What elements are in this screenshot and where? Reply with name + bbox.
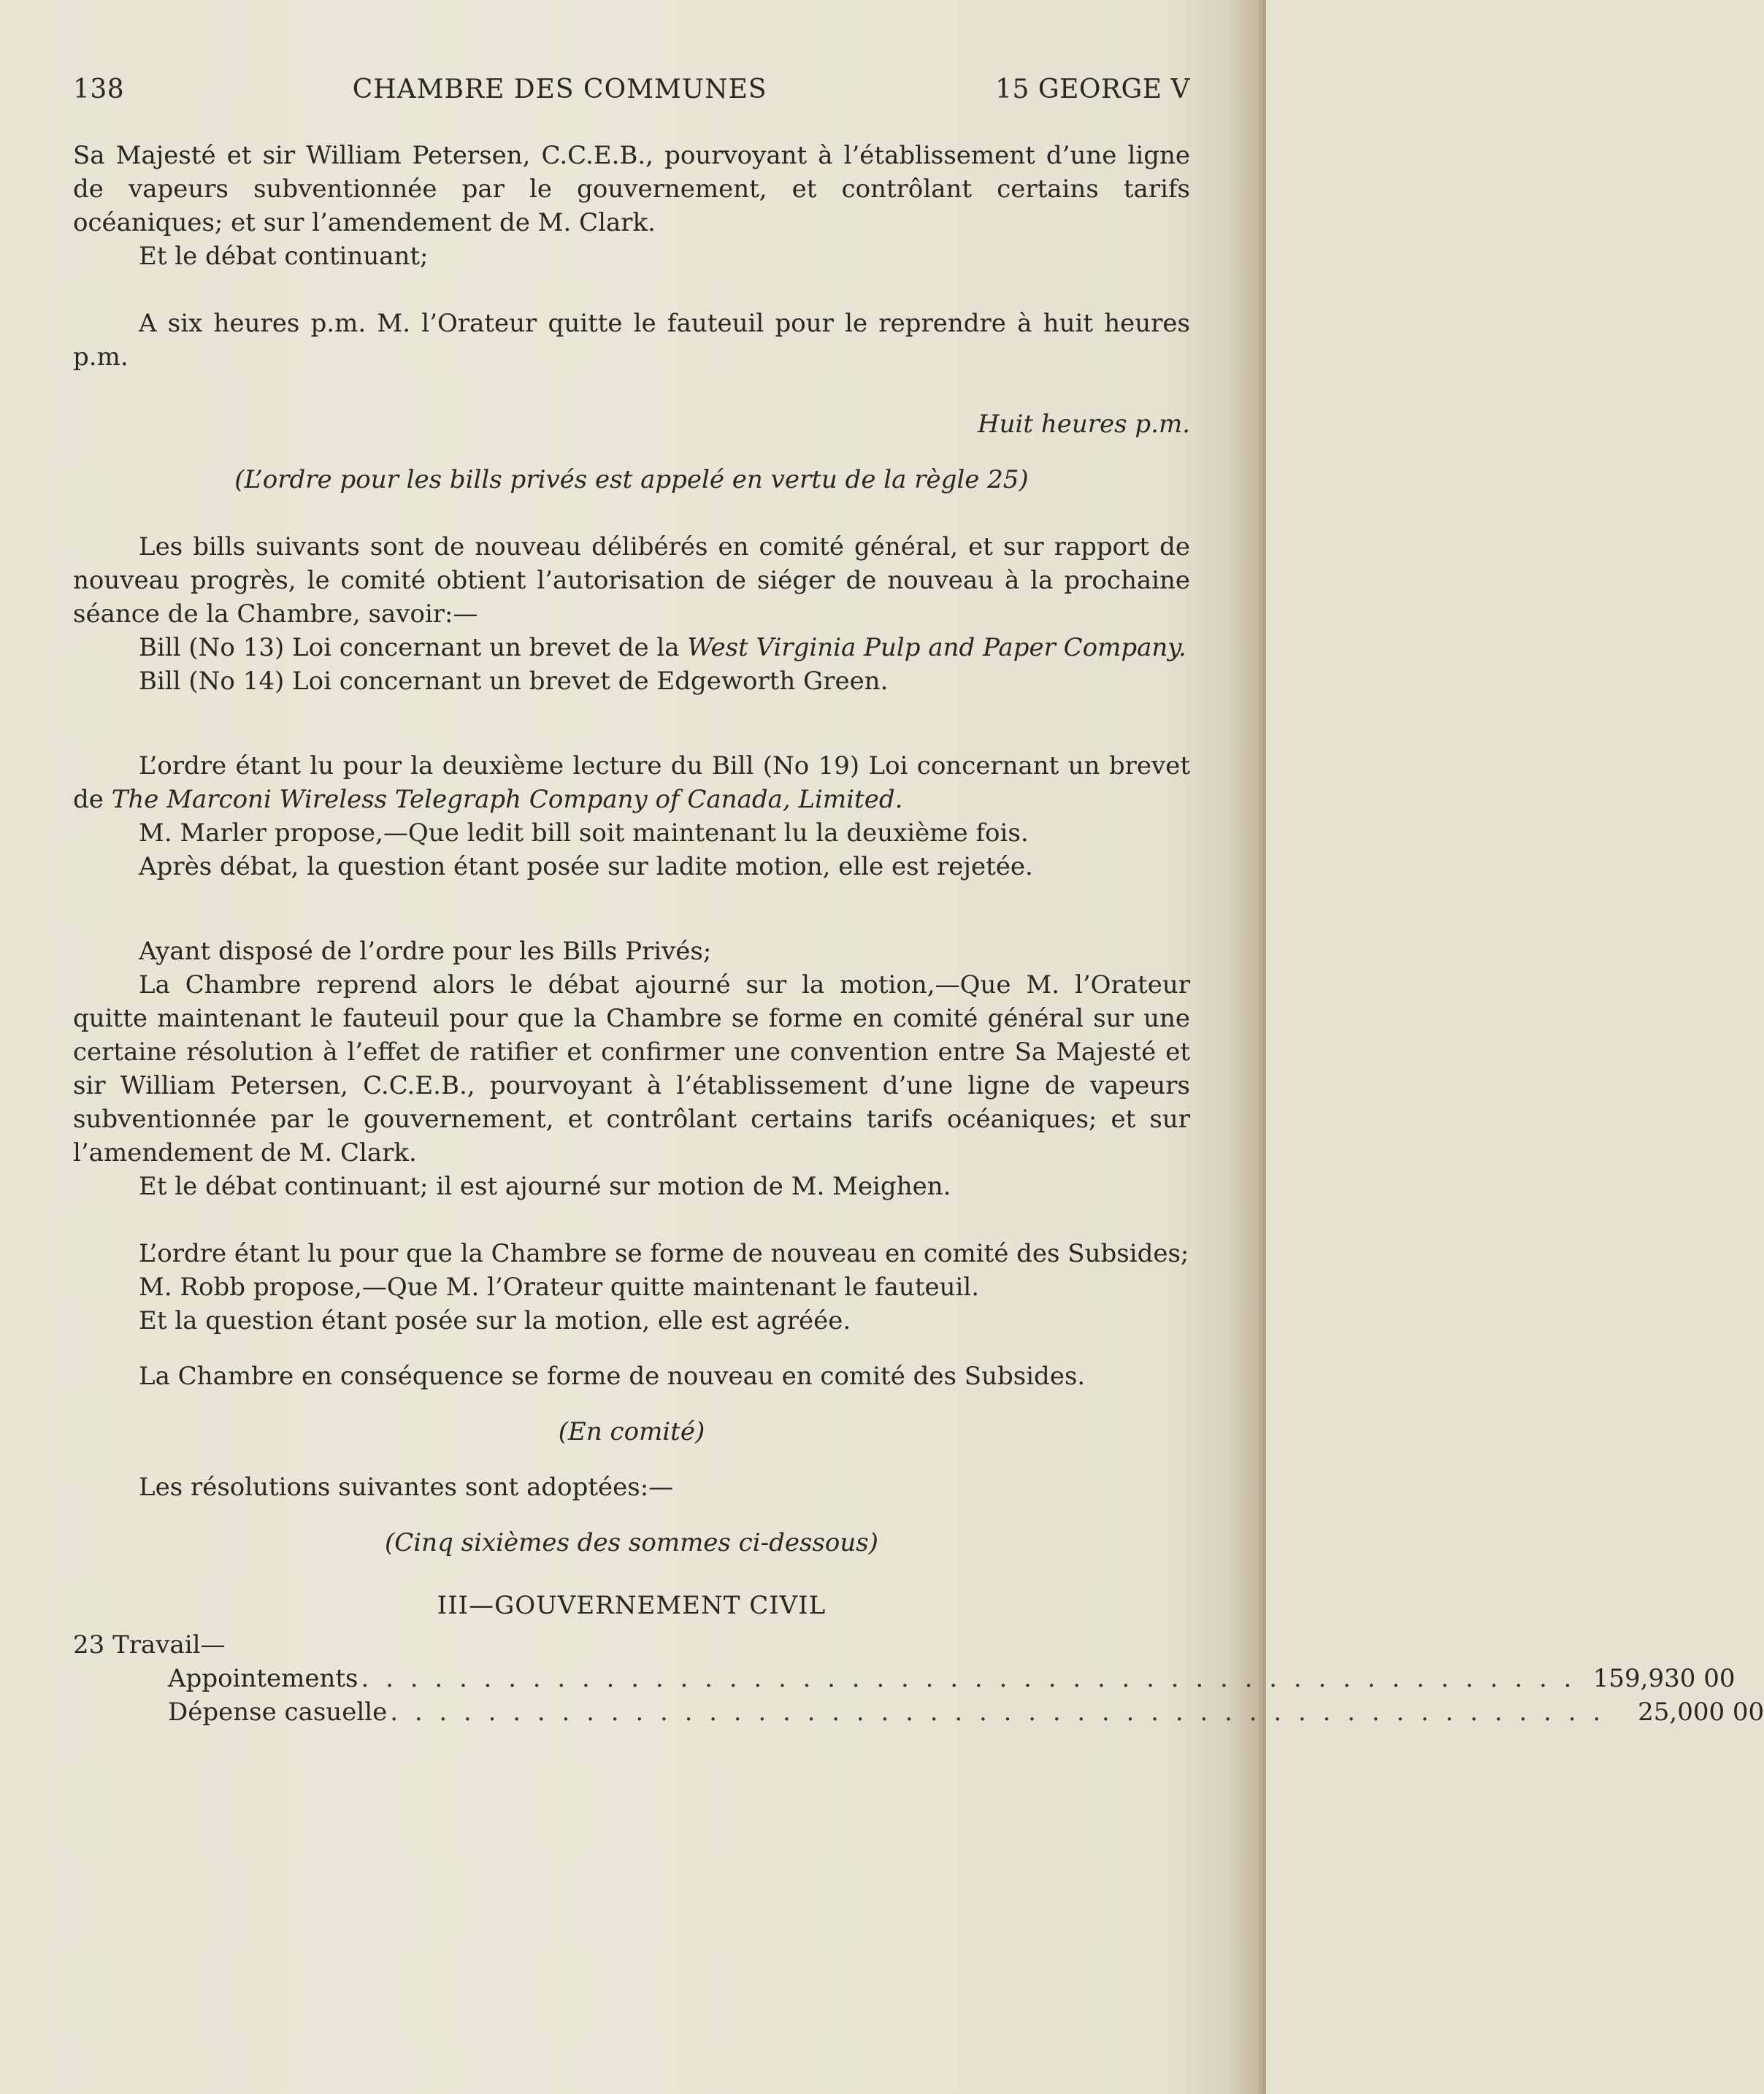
page-content <box>73 73 1764 1729</box>
section-title: III—GOUVERNEMENT CIVIL <box>437 1591 827 1620</box>
paragraph-debate-resumed: La Chambre reprend alors le débat ajourné sur la motion,—Que M. l’Orateur quitte maintenant le fauteuil pour que la Chambre se forme en comité général sur une certaine résolution à l’effet de ratifier et confirmer une convention entre Sa Majesté et sir William Petersen, C.C.E.B., pourvoyant à l’établissement d’une ligne de vapeurs subventionnée par le gouvernement, et contrôlant certains tarifs océaniques; et sur l’amendement de M. Clark. <box>73 970 1190 1167</box>
time-heading <box>73 407 1190 441</box>
bill-13-company: West Virginia Pulp and Paper Company. <box>687 633 1186 662</box>
paragraph-supply-order: L’ordre étant lu pour que la Chambre se forme de nouveau en comité des Subsides; <box>139 1239 1189 1268</box>
page-number: 138 <box>73 74 125 104</box>
in-committee-text: (En comité) <box>558 1417 705 1446</box>
paragraph-marler-motion: M. Marler propose,—Que ledit bill soit maintenant lu la deuxième fois. <box>139 818 1029 848</box>
paragraph-2: Et le débat continuant; <box>139 242 429 271</box>
paragraph-1: Sa Majesté et sir William Petersen, C.C.E.B., pourvoyant à l’établissement d’une ligne de vapeurs subventionnée par le gouvernement, et contrôlant certains tarifs océaniques; et sur l’amendement de M. Clark. <box>73 141 1190 237</box>
paragraph-motion-agreed: Et la question étant posée sur la motion, elle est agréée. <box>139 1306 851 1335</box>
in-committee-heading <box>73 1415 1190 1449</box>
header-title: CHAMBRE DES COMMUNES <box>352 74 767 104</box>
bill-13-text: Bill (No 13) Loi concernant un brevet de la <box>139 633 688 662</box>
paragraph-debate-adjourned: Et le débat continuant; il est ajourné sur motion de M. Meighen. <box>139 1172 951 1201</box>
leader-dots: . . . . . . . . . . . . . . . . . . . . . . . . . . . . . . . . . . . . . . . . . . . . . . . . . . <box>390 1698 1606 1727</box>
paragraph-committee-formed: La Chambre en conséquence se forme de nouveau en comité des Subsides. <box>139 1362 1086 1391</box>
page-binding-edge <box>1256 0 1266 2094</box>
bill-19-text: L’ordre étant lu pour la deuxième lecture du Bill (No 19) Loi concernant un brevet de <box>73 751 1190 814</box>
five-sixths-note <box>73 1526 1190 1560</box>
line-item-depense-casuelle <box>73 1695 1764 1729</box>
five-sixths-text: (Cinq sixièmes des sommes ci-dessous) <box>385 1528 878 1557</box>
paragraph-bill-13 <box>73 631 1190 664</box>
paragraph-motion-rejected: Après débat, la question étant posée sur ladite motion, elle est rejetée. <box>139 852 1033 881</box>
running-header <box>73 73 1190 107</box>
paragraph-3: A six heures p.m. M. l’Orateur quitte le fauteuil pour le reprendre à huit heures p.m. <box>73 309 1190 372</box>
paragraph-resolutions-adopted: Les résolutions suivantes sont adoptées:— <box>139 1473 674 1502</box>
time-heading-text: Huit heures p.m. <box>977 410 1190 439</box>
vote-item-head: 23 Travail— <box>73 1630 226 1660</box>
private-bills-note-text: (L’ordre pour les bills privés est appelé en vertu de la règle 25) <box>234 465 1029 494</box>
line-item-label: Dépense casuelle <box>168 1698 388 1727</box>
leader-dots: . . . . . . . . . . . . . . . . . . . . . . . . . . . . . . . . . . . . . . . . . . . . . . . . . . <box>361 1664 1576 1693</box>
paragraph-bill-19 <box>73 749 1190 816</box>
paragraph-bills-intro: Les bills suivants sont de nouveau délibérés en comité général, et sur rapport de nouveau progrès, le comité obtient l’autorisation de siéger de nouveau à la prochaine séance de la Chambre, savoir:— <box>73 532 1190 629</box>
line-item-label: Appointements <box>168 1664 358 1693</box>
bill-19-company: The Marconi Wireless Telegraph Company of Canada, Limited. <box>111 785 903 814</box>
private-bills-note <box>73 463 1190 496</box>
line-item-appointements <box>73 1662 1736 1695</box>
line-item-amount: 159,930 00 <box>1592 1664 1736 1693</box>
paragraph-bill-14: Bill (No 14) Loi concernant un brevet de Edgeworth Green. <box>139 667 889 696</box>
paragraph-private-bills-disposed: Ayant disposé de l’ordre pour les Bills Privés; <box>139 937 712 966</box>
paragraph-robb-motion: M. Robb propose,—Que M. l’Orateur quitte maintenant le fauteuil. <box>139 1273 980 1302</box>
line-item-amount: 25,000 00 <box>1638 1698 1764 1727</box>
header-reign: 15 GEORGE V <box>995 74 1190 104</box>
